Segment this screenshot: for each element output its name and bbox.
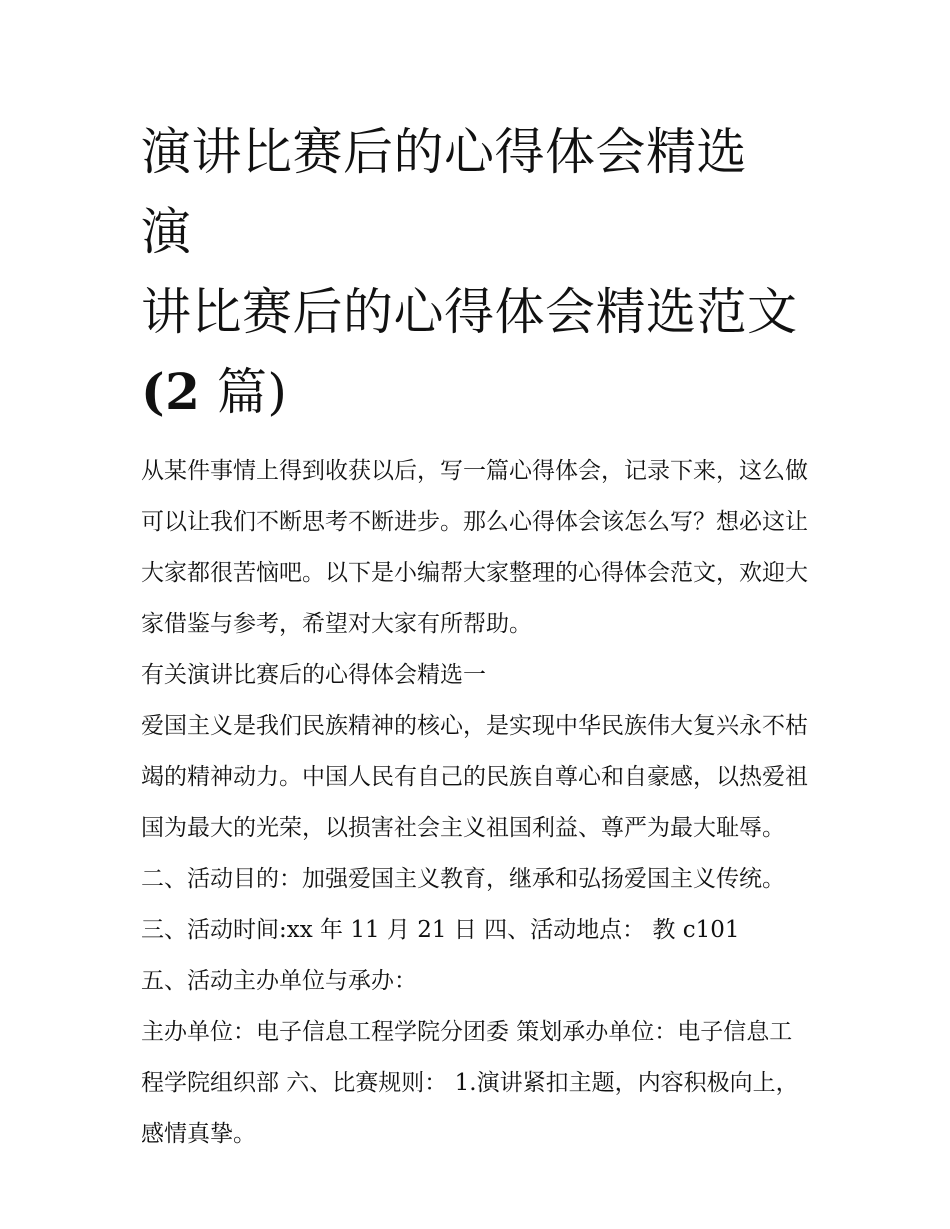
document-page <box>141 112 813 1160</box>
organizer-paragraph: 主办单位：电子信息工程学院分团委 策划承办单位：电子信息工程学院组织部 六、比赛规则： 1.演讲紧扣主题，内容积极向上，感情真挚。 <box>141 1019 799 1147</box>
activity-purpose-paragraph: 二、活动目的：加强爱国主义教育，继承和弘扬爱国主义传统。 三、活动时间:xx 年 11 月 21 日 四、活动地点： 教 c101 <box>141 866 785 943</box>
intro-paragraph: 从某件事情上得到收获以后，写一篇心得体会，记录下来，这么做可以让我们不断思考不断进步。那么心得体会该怎么写？想必这让大家都很苦恼吧。以下是小编帮大家整理的心得体会范文，欢迎大家借鉴与参考，希望对大家有所帮助。 <box>141 458 808 637</box>
document-body <box>141 446 813 1160</box>
title-count-prefix: (2 <box>141 362 201 421</box>
title-line-1: 演讲比赛后的心得体会精选 演 <box>141 123 747 261</box>
section-heading: 有关演讲比赛后的心得体会精选一 <box>141 662 486 688</box>
organizer-heading: 五、活动主办单位与承办： <box>141 968 417 994</box>
title-line-2: 讲比赛后的心得体会精选范文 <box>141 283 798 341</box>
title-count-suffix: 篇) <box>200 363 288 421</box>
document-title <box>141 112 813 432</box>
patriotism-paragraph: 爱国主义是我们民族精神的核心，是实现中华民族伟大复兴永不枯竭的精神动力。中国人民有自己的民族自尊心和自豪感，以热爱祖国为最大的光荣，以损害社会主义祖国利益、尊严为最大耻辱。 <box>141 713 808 841</box>
